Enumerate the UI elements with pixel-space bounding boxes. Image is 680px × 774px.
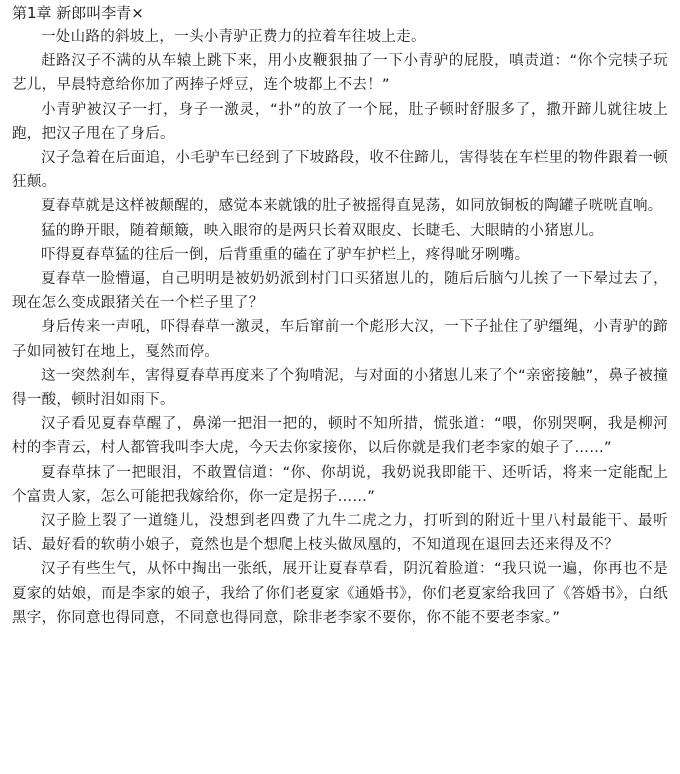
paragraph-6: 猛的睁开眼，随着颠簸，映入眼帘的是两只长着双眼皮、长睫毛、大眼睛的小猪崽儿。 [41, 222, 604, 239]
paragraph-12: 夏春草抹了一把眼泪，不敢置信道：“你、你胡说，我奶说我即能干、还听话，将来一定能配上个富贵人家，怎么可能把我嫁给你，你一定是拐子……” [12, 464, 668, 505]
paragraph-9: 身后传来一声吼，吓得春草一激灵，车后窜前一个彪形大汉，一下子扯住了驴缰绳，小青驴的蹄子如同被钉在地上，戛然而停。 [12, 319, 668, 360]
paragraph-13: 汉子脸上裂了一道缝儿，没想到老四费了九牛二虎之力，打听到的附近十里八村最能干、最听话、最好看的软萌小娘子，竟然也是个想爬上枝头做凤凰的，不知道现在退回去还来得及不？ [12, 513, 668, 554]
paragraph-1: 一处山路的斜坡上，一头小青驴正费力的拉着车往坡上走。 [41, 29, 426, 45]
chapter-title: 第1章 新郎叫李青× [12, 4, 144, 22]
paragraph-2: 赶路汉子不满的从车辕上跳下来，用小皮鞭狠抽了一下小青驴的屁股，嗔责道：“你个完犊子玩艺儿，早晨特意给你加了两捧子烀豆，连个坡都上不去！” [12, 53, 668, 94]
paragraph-5: 夏春草就是这样被颠醒的，感觉本来就饿的肚子被摇得直晃荡，如同放铜板的陶罐子咣咣直响。 [41, 198, 663, 215]
paragraph-7: 吓得夏春草猛的往后一倒，后背重重的磕在了驴车护栏上，疼得呲牙咧嘴。 [41, 246, 530, 263]
paragraph-11: 汉子看见夏春草醒了，鼻涕一把泪一把的，顿时不知所措，慌张道：“喂，你别哭啊，我是柳河村的李青云，村人都管我叫李大虎，今天去你家接你，以后你就是我们老李家的娘子了……” [12, 416, 668, 457]
paragraph-10: 这一突然刹车，害得夏春草再度来了个狗啃泥，与对面的小猪崽儿来了个“亲密接触”，鼻子被撞得一酸，顿时泪如雨下。 [12, 367, 668, 409]
paragraph-14: 汉子有些生气，从怀中掏出一张纸，展开让夏春草看，阴沉着脸道：“我只说一遍，你再也不是夏家的姑娘，而是李家的娘子，我给了你们老夏家《通婚书》，你们老夏家给我回了《答婚书》，白纸黑字，你同意也得同意，不同意也得同意，除非老李家不要你，你不能不要老李家。” [12, 561, 668, 626]
paragraph-3: 小青驴被汉子一打，身子一激灵，“扑”的放了一个屁，肚子顿时舒服多了，撒开蹄儿就往坡上跑，把汉子甩在了身后。 [12, 101, 668, 142]
paragraph-4: 汉子急着在后面追，小毛驴车已经到了下坡路段，收不住蹄儿，害得装在车栏里的物件跟着一顿狂颠。 [12, 150, 668, 191]
paragraph-8: 夏春草一脸懵逼，自己明明是被奶奶派到村门口买猪崽儿的，随后后脑勺儿挨了一下晕过去了，现在怎么变成跟猪关在一个栏子里了？ [12, 271, 668, 312]
